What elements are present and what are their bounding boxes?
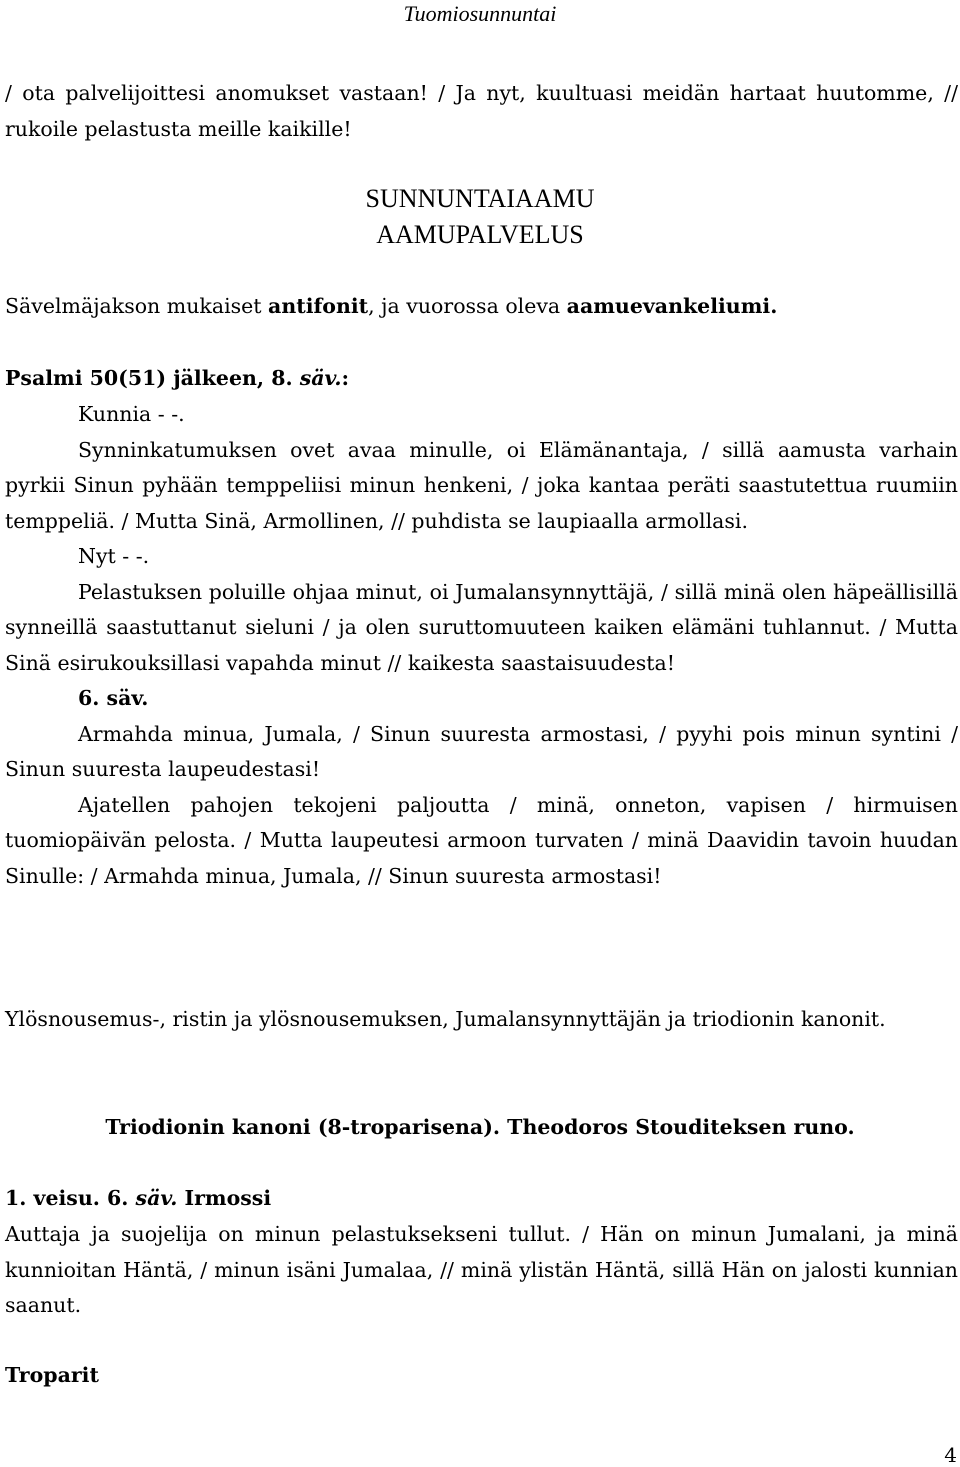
troparit-heading: Troparit: [5, 1363, 99, 1387]
ajatellen-text: Ajatellen pahojen tekojeni paljoutta / minä, onneton, vapisen / hirmuisen tuomiopäivän pelosta. / Mutta laupeutesi armoon turvaten / minä Daavidin tavoin huudan Sinulle: / Armahda minua, Jumala, // Sinun suuresta armostasi!: [5, 792, 958, 888]
tone-6-label: [5, 681, 958, 717]
ode-1-irmos-label: Irmossi: [177, 1186, 272, 1210]
triodion-canon-title: Triodionin kanoni (8-troparisena). Theodoros Stouditeksen runo.: [105, 1115, 855, 1139]
psalm-colon: :: [341, 366, 350, 390]
kunnia-label: Kunnia - -.: [78, 402, 185, 426]
ode-1-tone: säv.: [135, 1186, 178, 1210]
nyt-label: Nyt - -.: [78, 544, 150, 568]
antiphons-before: Sävelmäjakson mukaiset: [5, 294, 269, 318]
psalm-label: Psalmi 50(51) jälkeen, 8.: [5, 366, 300, 390]
kunnia-text: Synninkatumuksen ovet avaa minulle, oi Elämänantaja, / sillä aamusta varhain pyrkii Sinun pyhään temppeliisi minun henkeni, / joka kantaa peräti saastutettua ruumiin temppeliä. / Mutta Sinä, Armollinen, // puhdista se laupiaalla armollasi.: [5, 437, 958, 533]
hymns-section: [5, 397, 958, 894]
armahda-text: Armahda minua, Jumala, / Sinun suuresta armostasi, / pyyhi pois minun syntini / Sinun suuresta laupeudestasi!: [5, 721, 958, 781]
irmos-text: Auttaja ja suojelija on minun pelastuksekseni tullut. / Hän on minun Jumalani, ja minä kunnioitan Häntä, / minun isäni Jumalaa, // minä ylistän Häntä, sillä Hän on jalosti kunnian saanut.: [5, 1222, 958, 1317]
canons-paragraph: Ylösnousemus-, ristin ja ylösnousemuksen, Jumalansynnyttäjän ja triodionin kanonit.: [5, 1007, 886, 1031]
antiphons-after: .: [770, 294, 778, 318]
tone-6-text: 6. säv.: [78, 686, 149, 710]
running-header: Tuomiosunnuntai: [403, 1, 557, 26]
antiphons-middle: , ja vuorossa oleva: [368, 294, 567, 318]
antiphons-paragraph: [5, 289, 958, 325]
gospel-bold: aamuevankeliumi: [566, 294, 771, 318]
intro-paragraph: / ota palvelijoittesi anomukset vastaan! / Ja nyt, kuultuasi meidän hartaat huutomme, // rukoile pelastusta meille kaikille!: [5, 81, 958, 141]
page-number: 4: [944, 1443, 957, 1467]
heading-matins: AAMUPALVELUS: [376, 220, 584, 249]
heading-sunday-morning: SUNNUNTAIAAMU: [365, 184, 595, 213]
nyt-text: Pelastuksen poluille ohjaa minut, oi Jumalansynnyttäjä, / sillä minä olen häpeällisillä synneillä saastuttanut sieluni / ja olen suruttomuuteen kaiken elämäni tuhlannut. / Mutta Sinä esirukouksillasi vapahda minut // kaikesta saastaisuudesta!: [5, 579, 958, 675]
ode-1-label: [5, 1181, 958, 1217]
psalm-tone: säv.: [299, 366, 342, 390]
psalm-heading: [5, 361, 958, 397]
antiphons-bold: antifonit: [268, 294, 369, 318]
ode-1-number: 1. veisu. 6.: [5, 1186, 136, 1210]
